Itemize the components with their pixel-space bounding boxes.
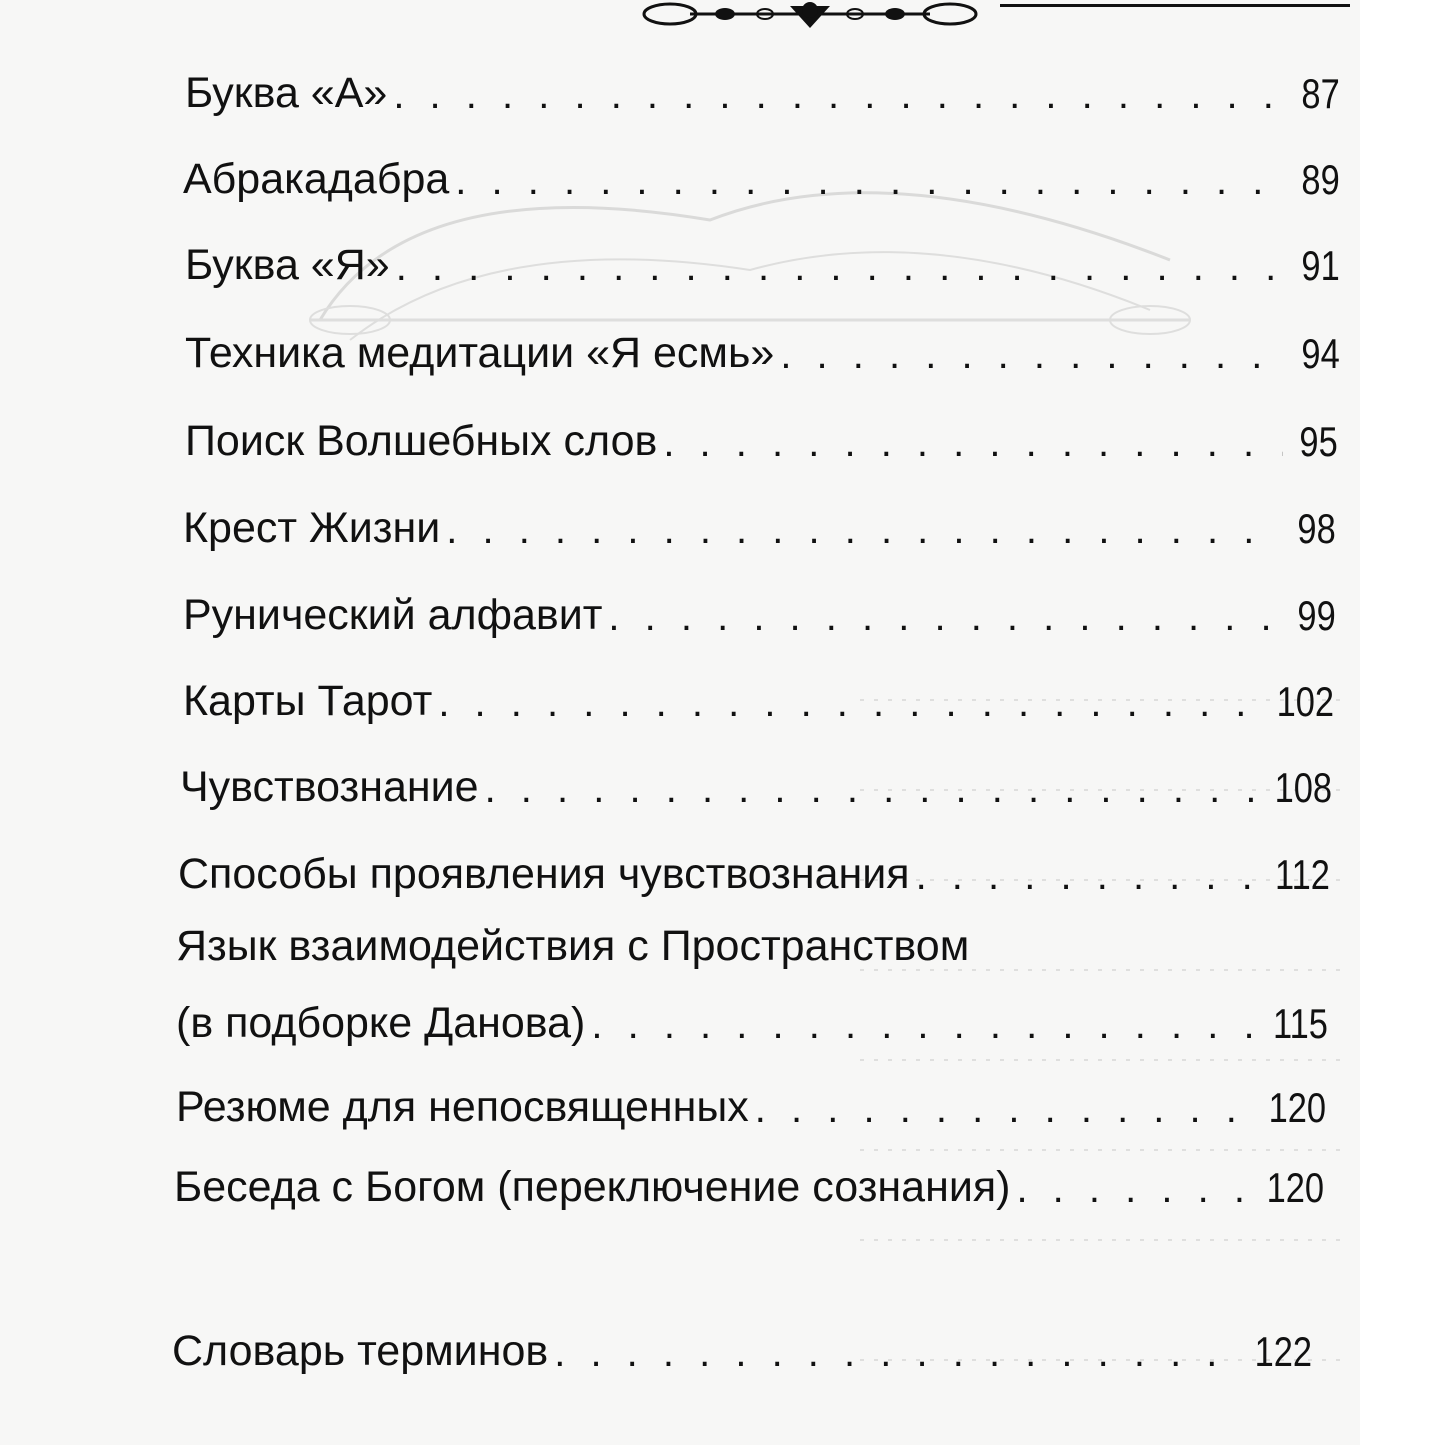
toc-leader-dots [663,423,1283,463]
toc-entry-title: Способы проявления чувствознания [178,850,910,898]
toc-leader-dots [591,1005,1253,1045]
toc-entry-page: 108 [1274,764,1332,811]
toc-entry-title: Абракадабра [183,155,450,203]
toc-entry-page: 98 [1297,505,1336,552]
toc-entry-title: Чувствознание [180,763,479,811]
toc-entry-page: 95 [1299,418,1338,465]
toc-entry [174,1163,1324,1211]
toc-entry-title: Техника медитации «Я есмь» [185,329,775,377]
toc-entry-page: 99 [1297,592,1336,639]
toc-entry-page: 112 [1275,851,1330,898]
toc-entry-title: Крест Жизни [183,504,441,552]
toc-leader-dots [755,1089,1248,1129]
toc-entry [183,155,1340,203]
toc-entry-title: Буква «А» [185,69,388,117]
toc-leader-dots [438,683,1256,723]
toc-entry-title: (в подборке Данова) [176,999,586,1047]
toc-entry-title: Поиск Волшебных слов [185,417,658,465]
toc-leader-dots [608,597,1281,637]
toc-entry [176,1083,1326,1131]
toc-entry [178,850,1330,898]
toc-entry-page: 91 [1301,242,1340,289]
toc-entry-title-line1: Язык взаимодействия с Пространством [176,922,970,970]
toc-entry [185,329,1340,377]
toc-leader-dots [455,161,1285,201]
decorative-ornament-icon [630,0,990,36]
toc-leader-dots [1016,1169,1245,1209]
toc-entry-page: 115 [1273,1000,1328,1047]
toc-entry [185,69,1340,117]
toc-entry [183,591,1336,639]
toc-entry-title: Резюме для непосвященных [176,1083,749,1131]
toc-leader-dots [396,247,1286,287]
toc-entry [183,677,1334,725]
toc-entry [185,241,1340,289]
toc-entry-title: Буква «Я» [185,241,390,289]
toc-leader-dots [446,510,1281,550]
toc-leader-dots [485,769,1254,809]
toc-entry [172,1327,1312,1375]
toc-entry-page: 120 [1268,1084,1326,1131]
toc-entry-page: 89 [1301,156,1340,203]
toc-entry-page: 87 [1301,70,1340,117]
toc-leader-dots [554,1333,1234,1373]
toc-entry [176,999,1328,1047]
toc-leader-dots [780,335,1285,375]
toc-entry-title: Карты Тарот [183,677,433,725]
toc-entry-page: 102 [1276,678,1334,725]
toc-entry-page: 120 [1266,1164,1324,1211]
toc-entry [183,504,1336,552]
toc-leader-dots [393,75,1285,115]
toc-leader-dots [916,856,1255,896]
toc-entry [185,417,1338,465]
toc-entry-title: Рунический алфавит [183,591,603,639]
toc-entry-page: 94 [1301,330,1340,377]
toc-entry-title: Словарь терминов [172,1327,549,1375]
top-rule [1000,4,1350,7]
toc-entry-title: Беседа с Богом (переключение сознания) [174,1163,1011,1211]
page-margin [1360,0,1445,1445]
toc-entry-page: 122 [1254,1328,1312,1375]
toc-entry [180,763,1332,811]
